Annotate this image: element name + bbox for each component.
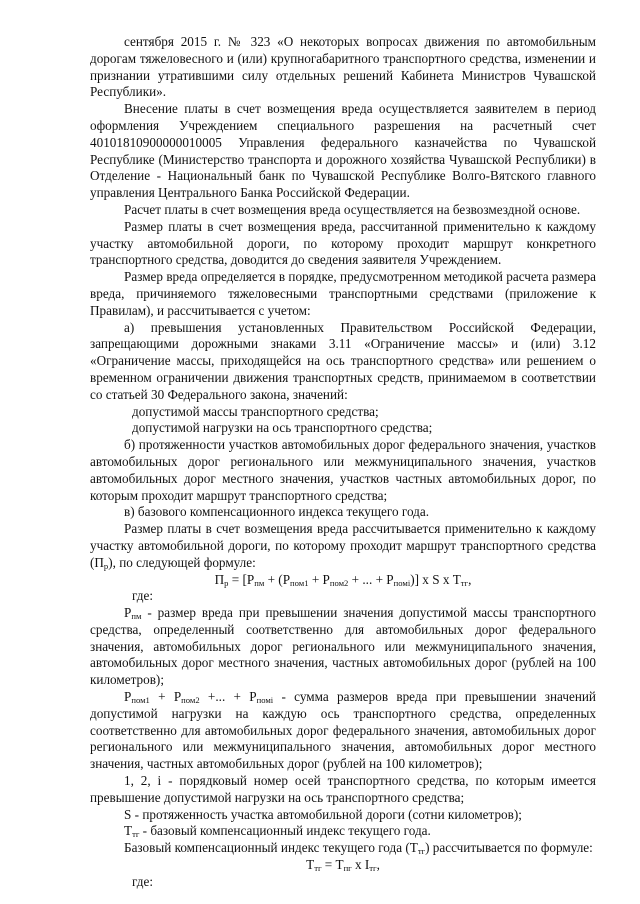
- subscript: помi: [393, 577, 411, 588]
- paragraph-p13: [90, 605, 596, 689]
- subscript: р: [224, 577, 229, 588]
- text-run: Р: [124, 689, 132, 705]
- paragraph-p09: [90, 437, 596, 504]
- text-run: Размер платы в счет возмещения вреда, рассчитанной применительно к каждому участку автомобильной дороги, по которому проходит маршрут конкретного транспортного средства, доводится до сведения заявителя Учреждением.: [90, 218, 596, 268]
- text-run: = Т: [321, 857, 344, 873]
- text-run: 1, 2, i - порядковый номер осей транспортного средства, по которым имеется превышение допустимой нагрузки на ось транспортного средства;: [90, 773, 596, 805]
- text-run: Размер вреда определяется в порядке, предусмотренном методикой расчета размера вреда, причиняемого тяжеловесными транспортными средствами (приложение к Правилам), и рассчитывается с учетом:: [90, 269, 596, 318]
- text-run: Внесение платы в счет возмещения вреда осуществляется заявителем в период оформления Учреждением специального разрешения на расчетный счет 40101810900000010005 Управления федерального казначейства по Чувашской Республике (Министерство транспорта и дорожного хозяйства Чувашской Республики) в Отделение - Национальный банк по Чувашской Республике Волго-Вятского главного управления Центрального Банка Российской Федерации.: [90, 101, 596, 201]
- text-run: ,: [376, 857, 380, 873]
- subscript: пом1: [131, 695, 150, 706]
- text-run: x I: [351, 857, 370, 873]
- paragraph-p05: [90, 269, 596, 319]
- text-run: - размер вреда при превышении значения допустимой массы транспортного средства, определенный соответственно для автомобильных дорог федерального значения, автомобильных дорог регионального или межмуниципального значения, автомобильных дорог местного значения, частных автомобильных дорог (рублей на 100 километров);: [90, 605, 596, 688]
- text-run: + Р: [308, 571, 330, 587]
- text-run: П: [214, 571, 225, 587]
- text-run: б) протяженности участков автомобильных дорог федерального значения, участков автомобильных дорог регионального или межмуниципального значения, участков автомобильных дорог местного значения, участков частных автомобильных дорог, по которым проходит маршрут транспортного средства;: [90, 437, 596, 503]
- text-run: где:: [132, 873, 153, 889]
- text-run: сентября 2015 г. № 323 «О некоторых вопросах движения по автомобильным дорогам тяжеловесного и (или) крупногабаритного транспортного средства, изменении и признании утратившими силу отдельных решений Кабинета Министров Чувашской Республики».: [90, 34, 596, 100]
- paragraph-p17: [90, 823, 596, 840]
- subscript: тг: [314, 863, 322, 874]
- text-run: Расчет платы в счет возмещения вреда осуществляется на безвозмездной основе.: [124, 201, 581, 217]
- subscript: тг: [132, 829, 140, 840]
- text-run: в) базового компенсационного индекса текущего года.: [124, 504, 430, 520]
- text-run: +... + Р: [199, 689, 257, 705]
- text-run: допустимой нагрузки на ось транспортного средства;: [132, 420, 433, 436]
- paragraph-p11: [90, 521, 596, 571]
- text-run: Размер платы в счет возмещения вреда рассчитывается применительно к каждому участку автомобильной дороги, по которому проходит маршрут транспортного средства (П: [90, 521, 596, 570]
- subscript: пм: [254, 577, 265, 588]
- paragraph-p16: [90, 807, 596, 824]
- list-item-p07: [90, 404, 596, 421]
- subscript: пом1: [290, 577, 309, 588]
- text-run: где:: [132, 588, 153, 604]
- paragraph-p18: [90, 840, 596, 857]
- list-item-p19: [90, 874, 596, 891]
- subscript: тг: [369, 863, 377, 874]
- subscript: пм: [131, 611, 142, 622]
- text-run: Т: [306, 857, 315, 873]
- text-run: = [Р: [228, 571, 255, 587]
- paragraph-p04: [90, 219, 596, 269]
- text-run: )] x S x Т: [410, 571, 461, 587]
- text-run: ), по следующей формуле:: [108, 554, 256, 570]
- paragraph-p14: [90, 689, 596, 773]
- subscript: тг: [417, 846, 426, 857]
- subscript: пг: [343, 863, 352, 874]
- subscript: помi: [256, 695, 274, 706]
- text-run: + ... + Р: [348, 571, 394, 587]
- subscript: пом2: [329, 577, 349, 588]
- text-run: а) превышения установленных Правительством Российской Федерации, запрещающими дорожными знаками 3.11 «Ограничение массы» и (или) 3.12 «Ограничение массы, приходящейся на ось транспортного средства» или решением о временном ограничении движения транспортных средств, принимаемом в соответствии со статьей 30 Федерального закона, значений:: [90, 319, 596, 402]
- text-run: ,: [468, 571, 472, 587]
- text-run: ) рассчитывается по формуле:: [425, 840, 593, 856]
- subscript: тг: [460, 577, 469, 588]
- text-run: Базовый компенсационный индекс текущего года (Т: [124, 840, 418, 856]
- list-item-p08: [90, 420, 596, 437]
- paragraph-p03: [90, 202, 596, 219]
- paragraph-p15: [90, 773, 596, 807]
- text-run: Т: [124, 823, 133, 839]
- list-item-p12: [90, 588, 596, 605]
- formula-f1: [90, 572, 596, 589]
- text-run: S - протяженность участка автомобильной дороги (сотни километров);: [124, 806, 522, 822]
- paragraph-p10: [90, 504, 596, 521]
- subscript: р: [103, 560, 109, 571]
- text-run: допустимой массы транспортного средства;: [132, 403, 379, 419]
- text-run: - сумма размеров вреда при превышении значений допустимой нагрузки на каждую ось транспортного средства, определенных соответственно для автомобильных дорог федерального значения, автомобильных дорог регионального или межмуниципального значения, автомобильных дорог местного значения, частных автомобильных дорог (рублей на 100 километров);: [90, 689, 596, 772]
- text-run: Р: [124, 605, 132, 621]
- subscript: пом2: [181, 695, 200, 706]
- formula-f2: [90, 857, 596, 874]
- text-run: - базовый компенсационный индекс текущего года.: [139, 823, 431, 839]
- paragraph-p02: [90, 101, 596, 202]
- paragraph-continuation: [90, 34, 596, 101]
- document-page: [90, 34, 596, 891]
- text-run: + Р: [149, 689, 182, 705]
- paragraph-p06: [90, 320, 596, 404]
- text-run: + (Р: [264, 571, 291, 587]
